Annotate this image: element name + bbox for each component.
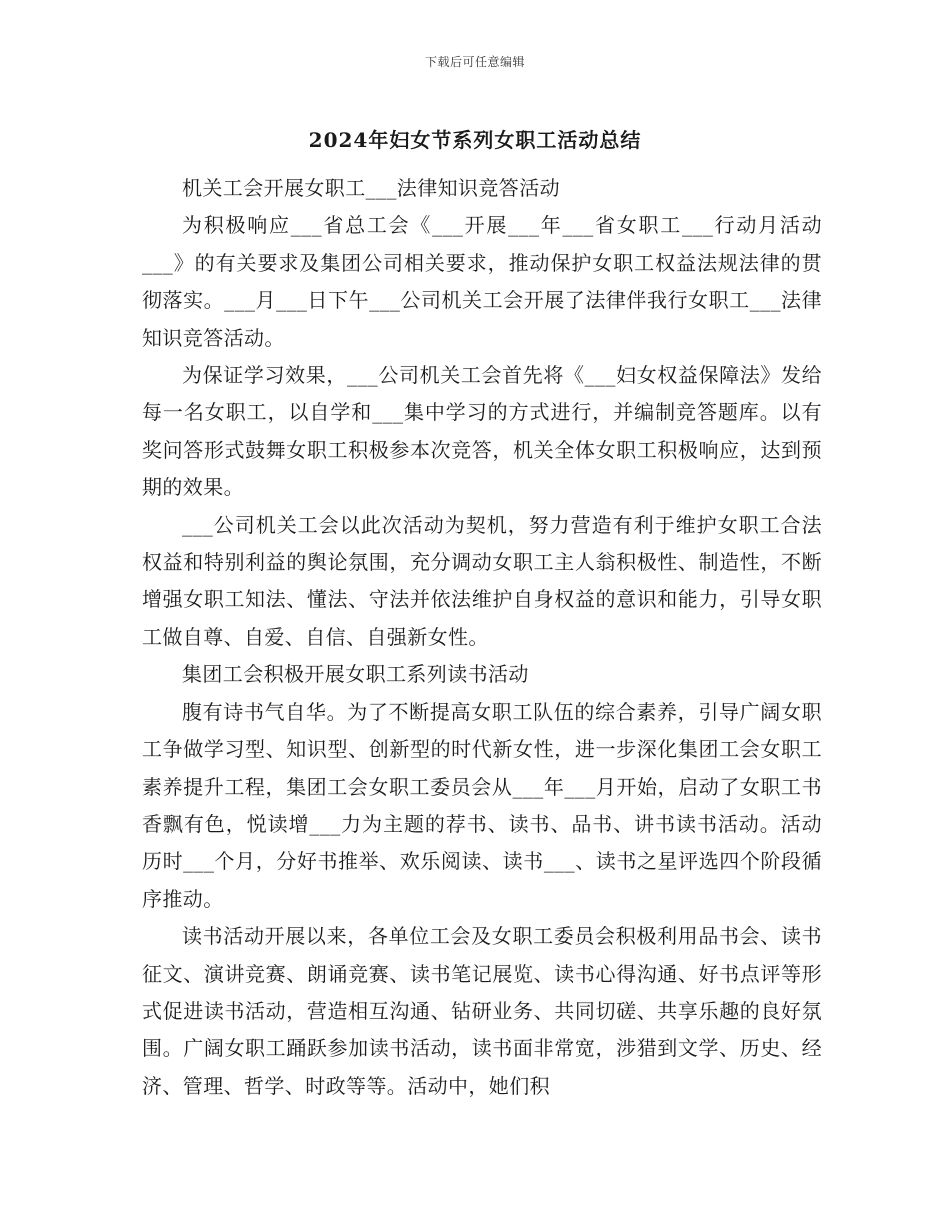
paragraph: 为保证学习效果，___公司机关工会首先将《___妇女权益保障法》发给每一名女职工，以自学和___集中学习的方式进行，并编制竞答题库。以有奖问答形式鼓舞女职工积极参本次竞答，机关全体女职工积极响应，达到预期的效果。	[142, 363, 822, 500]
paragraph: 为积极响应___省总工会《___开展___年___省女职工___行动月活动___》的有关要求及集团公司相关要求，推动保护女职工权益法规法律的贯彻落实。___月___日下午___公司机关工会开展了法律伴我行女职工___法律知识竞答活动。	[142, 213, 822, 350]
paragraph: ___公司机关工会以此次活动为契机，努力营造有利于维护女职工合法权益和特别利益的舆论氛围，充分调动女职工主人翁积极性、制造性，不断增强女职工知法、懂法、守法并依法维护自身权益的意识和能力，引导女职工做自尊、自爱、自信、自强新女性。	[142, 512, 822, 649]
document-title: 2024年妇女节系列女职工活动总结	[308, 128, 642, 152]
header-note: 下载后可任意编辑	[424, 55, 525, 69]
paragraph: 腹有诗书气自华。为了不断提高女职工队伍的综合素养，引导广阔女职工争做学习型、知识型、创新型的时代新女性，进一步深化集团工会女职工素养提升工程，集团工会女职工委员会从___年___月开始，启动了女职工书香飘有色，悦读增___力为主题的荐书、读书、品书、讲书读书活动。活动历时___个月，分好书推举、欢乐阅读、读书___、读书之星评选四个阶段循序推动。	[142, 699, 822, 911]
document-body	[142, 170, 822, 1105]
paragraph: 读书活动开展以来，各单位工会及女职工委员会积极利用品书会、读书征文、演讲竞赛、朗诵竞赛、读书笔记展览、读书心得沟通、好书点评等形式促进读书活动，营造相互沟通、钻研业务、共同切磋、共享乐趣的良好氛围。广阔女职工踊跃参加读书活动，读书面非常宽，涉猎到文学、历史、经济、管理、哲学、时政等等。活动中，她们积	[142, 924, 822, 1098]
section-heading: 机关工会开展女职工___法律知识竞答活动	[182, 176, 560, 200]
section-heading: 集团工会积极开展女职工系列读书活动	[182, 662, 529, 687]
